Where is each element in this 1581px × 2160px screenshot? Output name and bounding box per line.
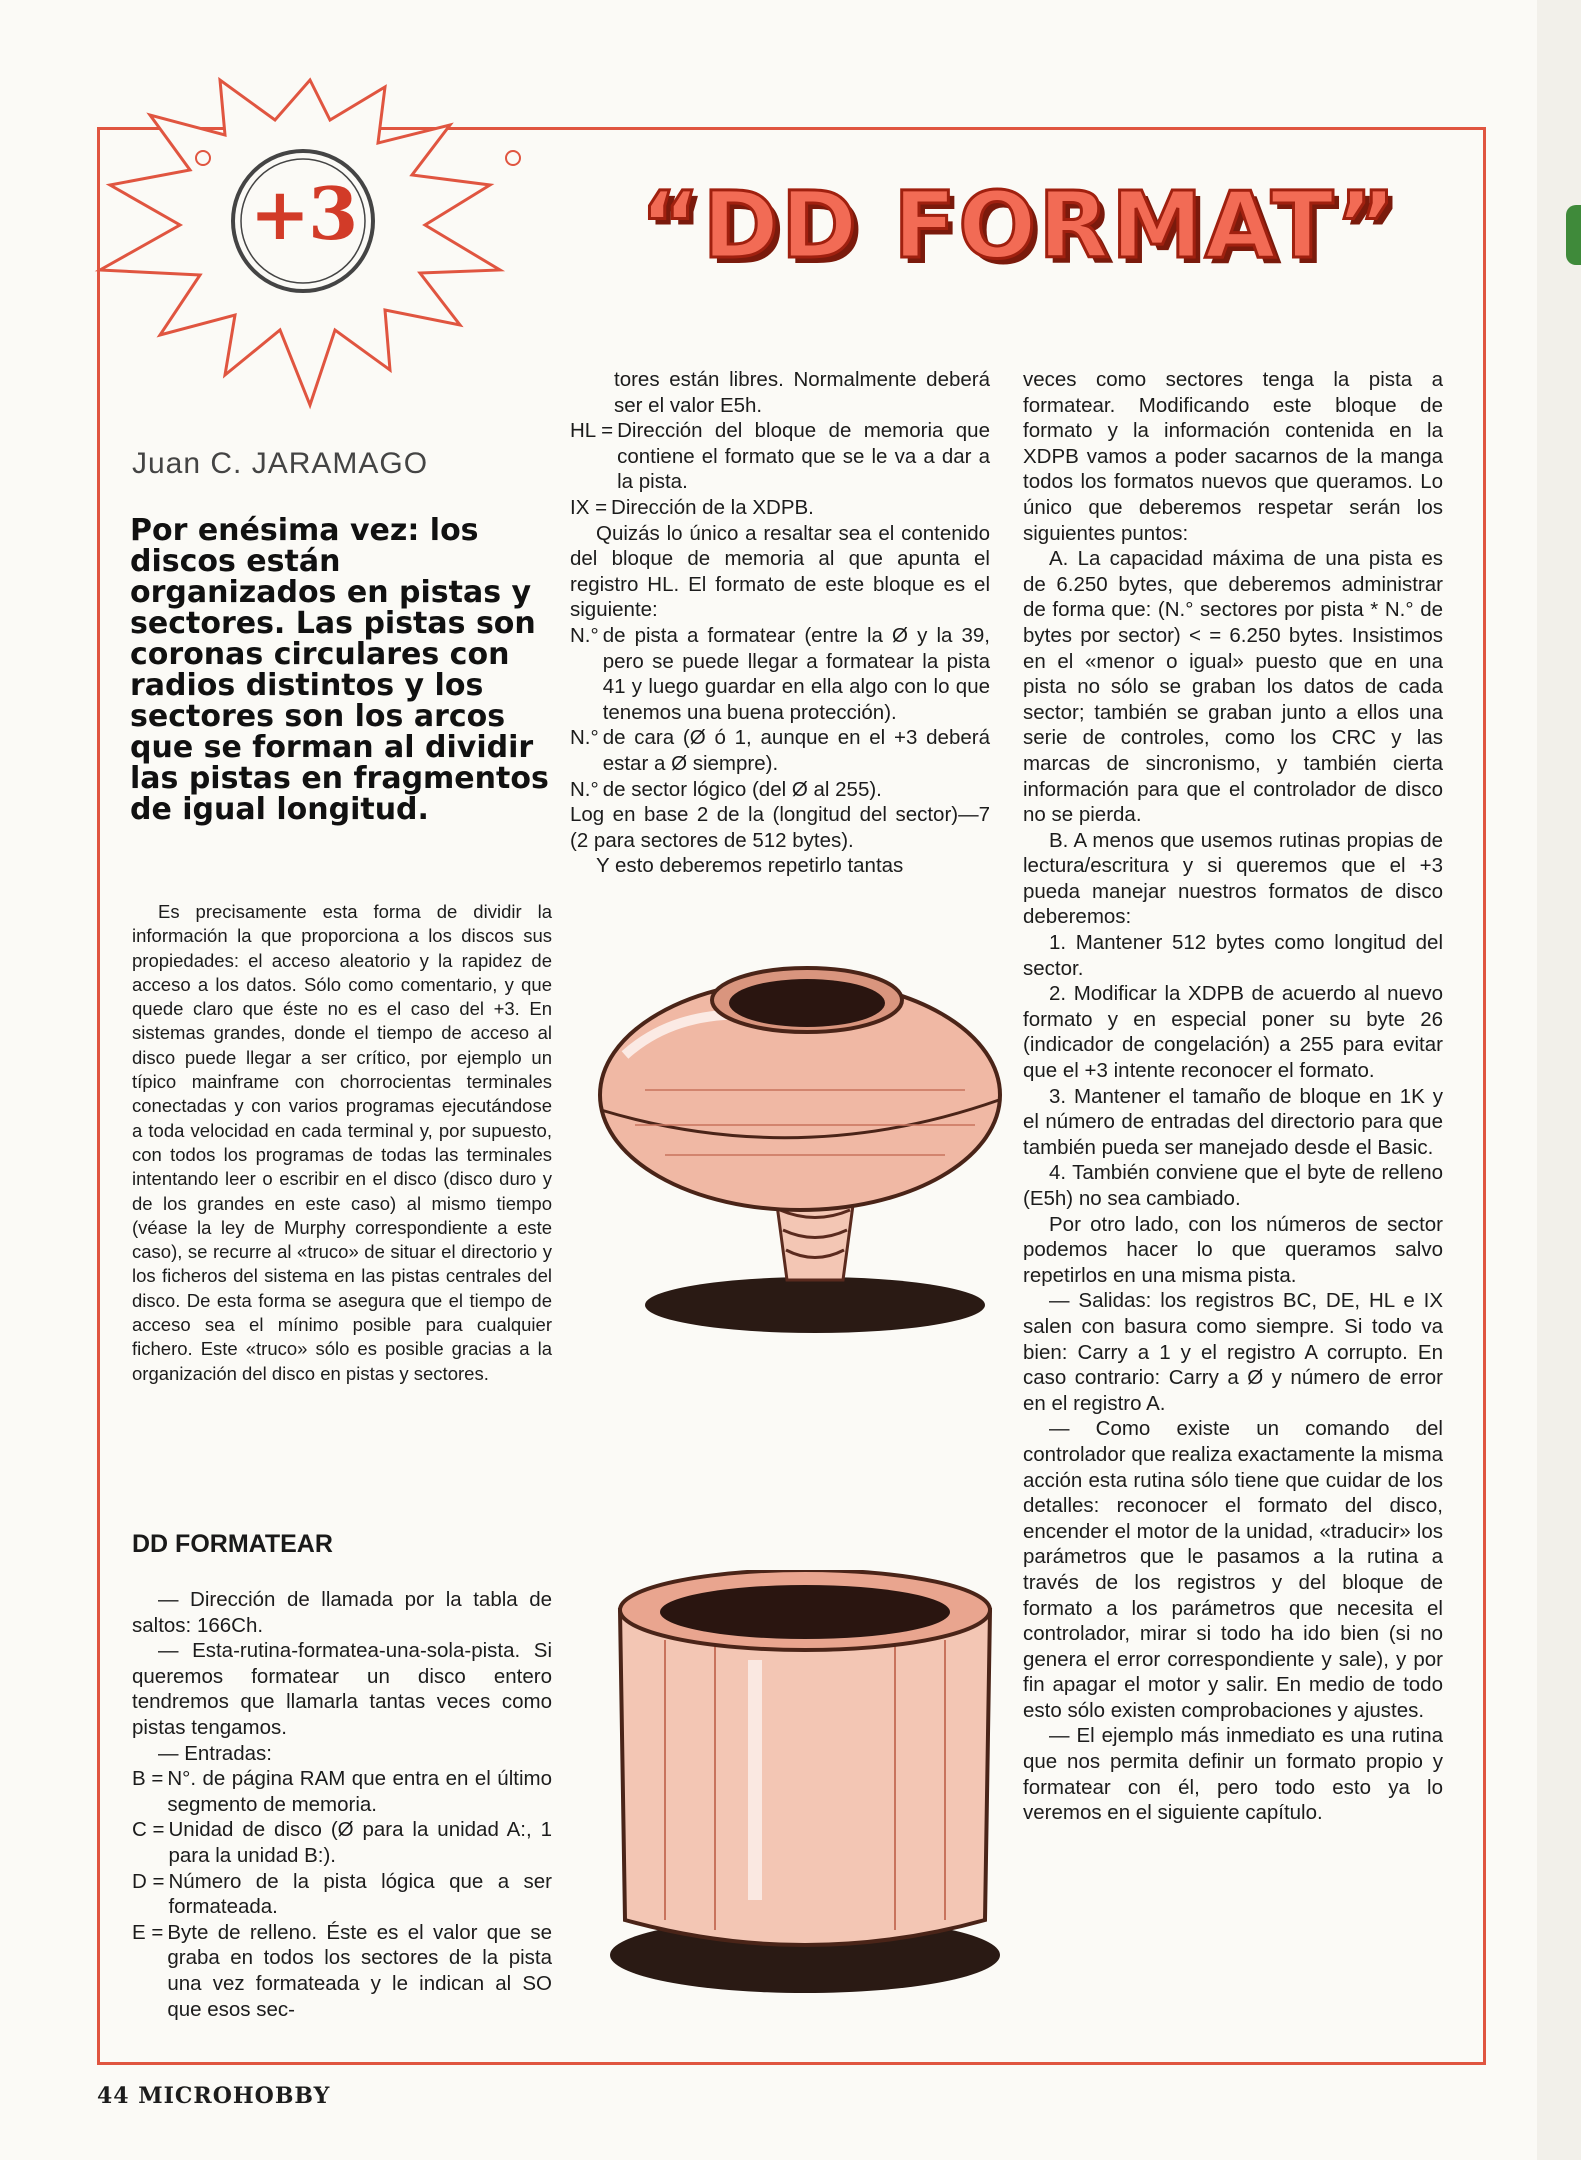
register-def	[132, 1766, 552, 1817]
format-def	[570, 777, 990, 803]
paragraph: Log en base 2 de la (longitud del sector)—7 (2 para sectores de 512 bytes).	[570, 803, 990, 852]
register-key: C =	[132, 1818, 165, 1842]
register-value: Dirección del bloque de memoria que contiene el formato que se le va a dar a la pista.	[617, 419, 990, 494]
paragraph: 1. Mantener 512 bytes como longitud del sector.	[1023, 931, 1443, 980]
paragraph: 2. Modificar la XDPB de acuerdo al nuevo formato y en especial poner su byte 26 (indicador de congelación) a 255 para evitar que el +3 intente reconocer el formato.	[1023, 982, 1443, 1083]
paragraph: — Entradas:	[158, 1741, 272, 1765]
column-3	[1023, 367, 1443, 1826]
format-key: N.°	[570, 777, 599, 801]
paragraph: tores están libres. Normalmente deberá ser el valor E5h.	[614, 368, 990, 417]
paragraph: — Esta-rutina-formatea-una-sola-pista. Si queremos formatear un disco entero tendremos que llamarla tantas veces como pistas tengamos.	[132, 1639, 552, 1739]
paragraph: — Como existe un comando del controlador que realiza exactamente la misma acción esta rutina sólo tiene que cuidar de los detalles: reconocer el formato del disco, encender el motor de la unidad, «traducir» los parámetros que le pasamos a la rutina a través de los registros y del bloque de formato a los parámetros que necesita el controlador, mirar si todo ha ido bien (si no genera el error correspondiente y sale), y por fin apagar el motor y salir. En medio de todo esto sólo existen comprobaciones y ajustes.	[1023, 1417, 1443, 1722]
page-edge-mark	[1566, 205, 1581, 265]
register-def	[570, 418, 990, 495]
register-def	[570, 495, 990, 521]
section-heading: DD FORMATEAR	[132, 1530, 333, 1558]
register-key: B =	[132, 1767, 164, 1791]
plus3-logo: +3	[249, 171, 357, 256]
paragraph: — Dirección de llamada por la tabla de saltos: 166Ch.	[132, 1588, 552, 1637]
saucer-illustration	[585, 940, 1005, 1340]
paragraph: veces como sectores tenga la pista a formatear. Modificando este bloque de formato y la información contenida en la XDPB vamos a poder sacarnos de la manga todos los formatos nuevos que queramos. Lo único que deberemos respetar serán los siguientes puntos:	[1023, 368, 1443, 545]
register-def	[132, 1869, 552, 1920]
register-key: E =	[132, 1920, 164, 1944]
format-value: de cara (Ø ó 1, aunque en el +3 deberá estar a Ø siempre).	[602, 726, 990, 775]
register-key: D =	[132, 1869, 165, 1893]
lead-text: Por enésima vez: los discos están organizados en pistas y sectores. Las pistas son coronas circulares con radios distintos y los sectores son los arcos que se forman al dividir las pistas en fragmentos de igual longitud.	[130, 513, 549, 827]
article-title: “DD FORMAT”	[640, 172, 1398, 279]
page-edge-strip	[1537, 0, 1581, 2160]
paragraph: Quizás lo único a resaltar sea el contenido del bloque de memoria al que apunta el registro HL. El formato de este bloque es el siguiente:	[570, 521, 990, 622]
register-key: HL =	[570, 419, 614, 443]
paragraph: 3. Mantener el tamaño de bloque en 1K y el número de entradas del directorio para que también pueda ser manejado desde el Basic.	[1023, 1084, 1443, 1159]
paragraph: Y esto deberemos repetirlo tantas	[596, 854, 904, 878]
register-value: N°. de página RAM que entra en el último segmento de memoria.	[167, 1767, 552, 1816]
format-def	[570, 725, 990, 776]
register-value: Dirección de la XDPB.	[611, 495, 814, 519]
paragraph: — Salidas: los registros BC, DE, HL e IX salen con basura como siempre. Si todo va bien: Carry a 1 y el registro A corrupto. En caso contrario: Carry a Ø y número de error en el registro A.	[1023, 1289, 1443, 1415]
format-key: N.°	[570, 623, 599, 647]
paragraph: B. A menos que usemos rutinas propias de lectura/escritura y si queremos que el +3 pueda manejar nuestros formatos de disco deberemos:	[1023, 828, 1443, 929]
paragraph: 4. También conviene que el byte de relleno (E5h) no sea cambiado.	[1023, 1161, 1443, 1210]
register-def	[132, 1817, 552, 1868]
register-value: Número de la pista lógica que a ser formateada.	[168, 1869, 552, 1919]
format-value: de pista a formatear (entre la Ø y la 39, pero se puede llegar a formatear la pista 41 y luego guardar en ella algo con lo que tenemos una buena protección).	[602, 623, 990, 724]
register-def	[132, 1920, 552, 2022]
paragraph: — El ejemplo más inmediato es una rutina que nos permita definir un formato propio y formatear con él, pero todo esto ya lo veremos en el siguiente capítulo.	[1023, 1724, 1443, 1825]
author-byline: Juan C. JARAMAGO	[132, 447, 429, 480]
page-folio: 44 MICROHOBBY	[97, 2083, 331, 2109]
register-key: IX =	[570, 495, 608, 519]
cylinder-illustration	[595, 1570, 1005, 2000]
register-value: Byte de relleno. Éste es el valor que se graba en todos los sectores de la pista una vez formateada y le indican al SO que esos sec-	[167, 1920, 552, 2021]
paragraph: Por otro lado, con los números de sector podemos hacer lo que queramos salvo repetirlos en una misma pista.	[1023, 1212, 1443, 1287]
lead-paragraph	[130, 515, 550, 825]
intro-paragraph: Es precisamente esta forma de dividir la información la que proporciona a los discos sus propiedades: el acceso aleatorio y la rapidez de acceso a los datos. Sólo como comentario, y que quede claro que éste no es el caso del +3. En sistemas grandes, donde el tiempo de acceso al disco puede llegar a ser crítico, por ejemplo un típico mainframe con chorrocientas terminales conectadas y con varios programas ejecutándose a toda velocidad en cada terminal y, por supuesto, con todos los programas de todas las terminales intentando leer o escribir en el disco (disco duro y de los grandes en este caso) al mismo tiempo (véase la ley de Murphy correspondiente a este caso), se recurre al «truco» de situar el directorio y los ficheros del sistema en las pistas centrales del disco. De esta forma se asegura que el tiempo de acceso sea el mínimo posible para cualquier fichero. Este «truco» sólo es posible gracias a la organización del disco en pistas y sectores.	[132, 901, 552, 1384]
intro-column	[132, 900, 552, 1386]
format-def	[570, 623, 990, 725]
format-value: de sector lógico (del Ø al 255).	[602, 777, 882, 801]
column-1	[132, 1587, 552, 2022]
format-key: N.°	[570, 726, 599, 750]
paragraph: A. La capacidad máxima de una pista es de 6.250 bytes, que deberemos administrar de forma que: (N.° sectores por pista * N.° de bytes por sector) < = 6.250 bytes. Insistimos en el «menor o igual» puesto que en una pista no sólo se graban los datos de cada sector; también se graban junto a ellos una serie de controles, como los CRC y las marcas de sincronismo, y también cierta información para que el controlador de disco no se pierda.	[1023, 547, 1443, 827]
register-value: Unidad de disco (Ø para la unidad A:, 1 para la unidad B:).	[168, 1818, 552, 1867]
column-2	[570, 367, 990, 879]
